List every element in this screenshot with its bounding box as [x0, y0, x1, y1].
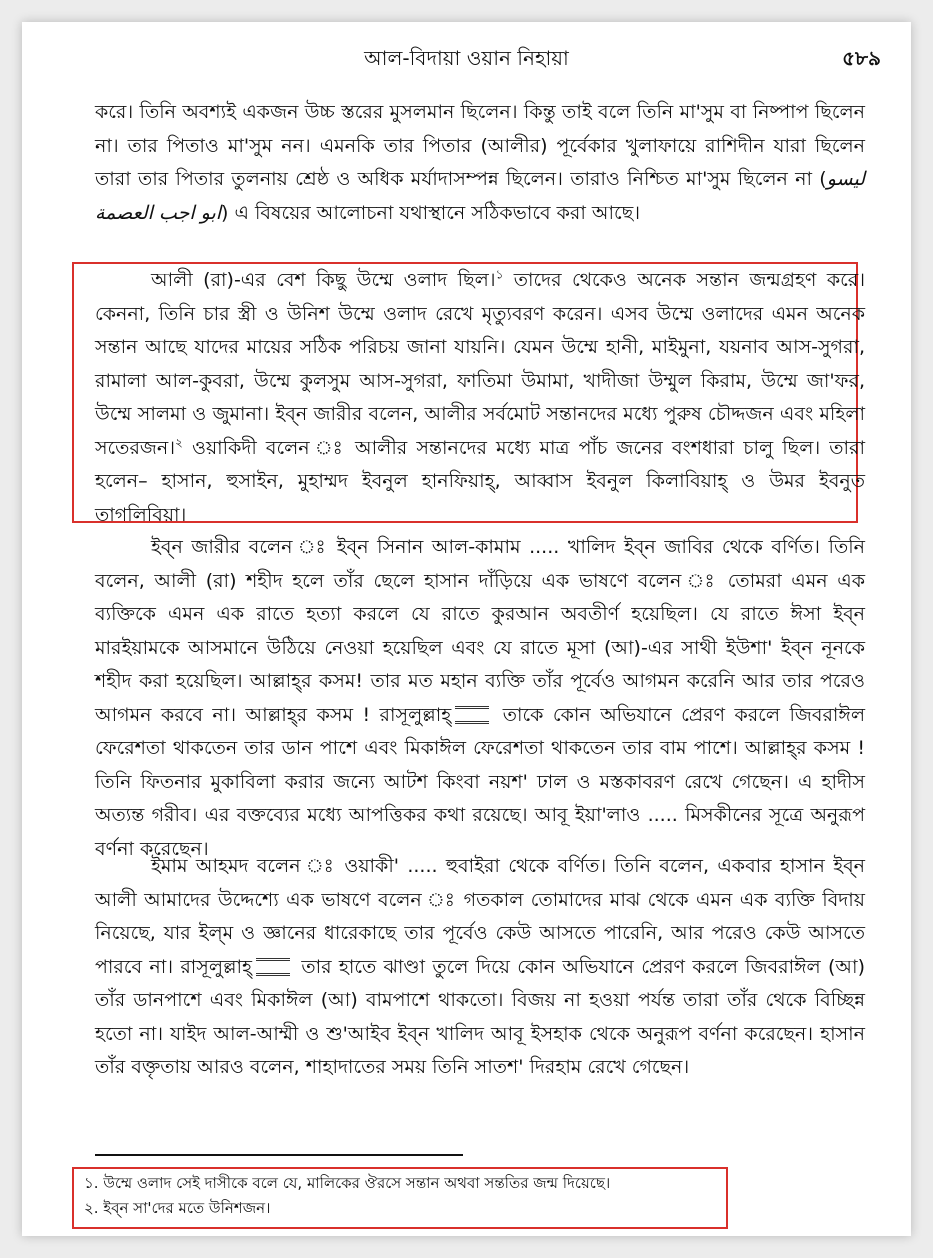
paragraph-3-text-a: ইব্‌ন জারীর বলেন ঃ ইব্‌ন সিনান আল-কামাম ..... খালিদ ইব্‌ন জাবির থেকে বর্ণিত। তিনি বলেন, আলী (রা) শহীদ হলে তাঁর ছেলে হাসান দাঁড়িয়ে এক ভাষণে বলেন ঃ তোমরা এমন এক ব্যক্তিকে এমন এক রাতে হত্যা করলে যে রাতে কুরআন অবতীর্ণ হয়েছিল। যে রাতে ঈসা ইব্‌ন মারইয়ামকে আসমানে উঠিয়ে নেওয়া হয়েছিল এবং যে রাতে মূসা (আ)-এর সাথী ইউশা' ইব্‌ন নূনকে শহীদ করা হয়েছিল। আল্লাহ্‌র কসম! তার মত মহান ব্যক্তি তাঁর পূর্বেও আগমন করেনি আর তার পরেও আগমন করবে না। আল্লাহ্‌র কসম ! রাসূলুল্লাহ্‌: [95, 536, 865, 726]
footnote-divider: [95, 1154, 463, 1156]
running-title: আল-বিদায়া ওয়ান নিহায়া: [364, 46, 569, 70]
paragraph-2-text-c: ওয়াকিদী বলেন ঃ আলীর সন্তানদের মধ্যে মাত্র পাঁচ জনের বংশধারা চালু ছিল। তারা হলেন– হাসান, হুসাইন, মুহাম্মদ ইবনুল হানফিয়াহ্‌, আব্বাস ইবনুল কিলাবিয়াহ্‌ ও উমর ইবনুত তাগলিবিয়া।: [95, 436, 865, 526]
salutation-ligature-icon: [455, 706, 489, 724]
paragraph-2-text-a: আলী (রা)-এর বেশ কিছু উম্মে ওলাদ ছিল।: [151, 269, 496, 291]
footnote-ref-2[interactable]: ২: [175, 435, 183, 450]
paragraph-3: [95, 531, 865, 866]
paragraph-2: [95, 264, 865, 532]
footnote-2: ২. ইব্‌ন সা'দের মতে উনিশজন।: [84, 1199, 271, 1217]
footnote-1: ১. উম্মে ওলাদ সেই দাসীকে বলে যে, মালিকের ঔরসে সন্তান অথবা সন্ততির জন্ম দিয়েছে।: [84, 1174, 611, 1192]
footnote-ref-1[interactable]: ১: [495, 267, 504, 282]
book-page: [22, 22, 911, 1236]
salutation-ligature-icon: [256, 958, 290, 976]
page-header: [22, 44, 911, 74]
paragraph-1-text-b: ) এ বিষয়ের আলোচনা যথাস্থানে সঠিকভাবে করা আছে।: [221, 201, 640, 224]
paragraph-1: [95, 96, 865, 230]
paragraph-4-text-b: তার হাতে ঝাণ্ডা তুলে দিয়ে কোন অভিযানে প্রেরণ করলে জিবরাঈল (আ) তাঁর ডানপাশে এবং মিকাঈল (আ) বামপাশে থাকতো। বিজয় না হওয়া পর্যন্ত তারা তাঁর থেকে বিচ্ছিন্ন হতো না। যাইদ আল-আম্মী ও শু'আইব ইব্‌ন খালিদ আবূ ইসহাক থেকে অনুরূপ বর্ণনা করেছেন। হাসান তাঁর বক্তৃতায় আরও বলেন, শাহাদাতের সময় তিনি সাতশ' দিরহাম রেখে গেছেন।: [95, 955, 865, 1078]
paragraph-2-text-b: তাদের থেকেও অনেক সন্তান জন্মগ্রহণ করে। কেননা, তিনি চার স্ত্রী ও উনিশ উম্মে ওলাদ রেখে মৃত্যুবরণ করেন। এসব উম্মে ওলাদের এমন অনেক সন্তান আছে যাদের মায়ের সঠিক পরিচয় জানা যায়নি। যেমন উম্মে হানী, মাইমুনা, যয়নাব আস-সুগরা, রামালা আল-কুবরা, উম্মে কুলসুম আস-সুগরা, ফাতিমা উমামা, খাদীজা উম্মুল কিরাম, উম্মে জা'ফর, উম্মে সালমা ও জুমানা। ইব্‌ন জারীর বলেন, আলীর সর্বমোট সন্তানদের মধ্যে পুরুষ চৌদ্দজন এবং মহিলা সতেরজন।: [95, 269, 865, 459]
arabic-phrase: ليسو ابو اجب العصمة: [95, 168, 865, 224]
paragraph-4: [95, 850, 865, 1085]
footnotes: [84, 1171, 704, 1221]
paragraph-4-text-a: ইমাম আহমদ বলেন ঃ ওয়াকী' ..... হুবাইরা থেকে বর্ণিত। তিনি বলেন, একবার হাসান ইব্‌ন আলী আমাদের উদ্দেশ্যে এক ভাষণে বলেন ঃ গতকাল তোমাদের মাঝ থেকে এমন এক ব্যক্তি বিদায় নিয়েছে, যার ইল্‌ম ও জ্ঞানের ধারেকাছে তার পূর্বেও কেউ আসতে পারেনি, আর পরেও কেউ আসতে পারবে না। রাসূলুল্লাহ্‌: [95, 855, 865, 978]
paragraph-3-text-b: তাকে কোন অভিযানে প্রেরণ করলে জিবরাঈল ফেরেশতা থাকতেন তার ডান পাশে এবং মিকাঈল ফেরেশতা থাকতেন তার বাম পাশে। আল্লাহ্‌র কসম ! তিনি ফিতনার মুকাবিলা করার জন্যে আটশ কিংবা নয়শ' ঢাল ও মস্তকাবরণ রেখে গেছেন। এ হাদীস অত্যন্ত গরীব। এর বক্তব্যের মধ্যে আপত্তিকর কথা রয়েছে। আবূ ইয়া'লাও ..... মিসকীনের সূত্রে অনুরূপ বর্ণনা করেছেন।: [95, 703, 865, 860]
page-number: ৫৮৯: [842, 46, 881, 70]
paragraph-1-text-a: করে। তিনি অবশ্যই একজন উচ্চ স্তরের মুসলমান ছিলেন। কিন্তু তাই বলে তিনি মা'সুম বা নিষ্পাপ ছিলেন না। তার পিতাও মা'সুম নন। এমনকি তার পিতার (আলীর) পূর্বেকার খুলাফায়ে রাশিদীন যারা ছিলেন তারা তার পিতার তুলনায় শ্রেষ্ঠ ও অধিক মর্যাদাসম্পন্ন ছিলেন। তারাও নিশ্চিত মা'সুম ছিলেন না (: [95, 101, 865, 190]
